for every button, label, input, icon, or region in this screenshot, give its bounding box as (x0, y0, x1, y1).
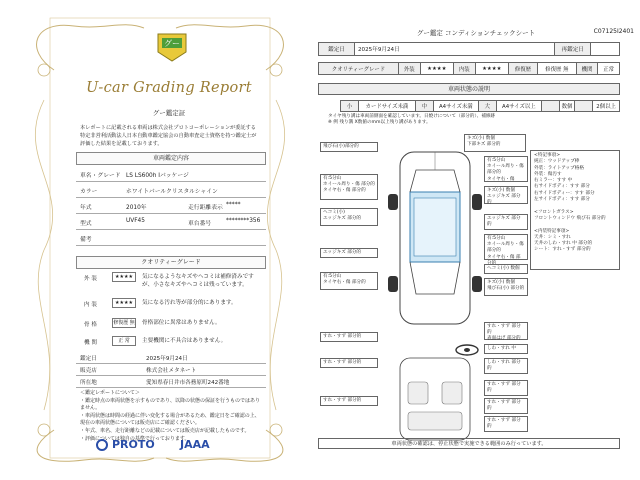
inspection-date-label: 鑑定日 (319, 43, 355, 56)
goo-kantei-seal-icon (156, 32, 188, 62)
option-line: <内装特記事項> (534, 228, 570, 234)
grade-cell: ★★★★ (420, 63, 453, 75)
scale-cell: カードサイズ未満 (359, 101, 416, 112)
note-line: ・鑑定時点の車両状態を示すものであり、以降の状態の保証を行うものではありません。 (80, 397, 261, 412)
row-value: ホワイトパールクリスタルシャイン (126, 189, 218, 195)
scale-cell: 小 (341, 101, 359, 112)
interior-note: すれ・すず 部分的 (484, 380, 528, 396)
damage-note: エッジキズ 部分的 (320, 248, 378, 258)
interior-note: しわ・すれ 中 (484, 344, 528, 354)
option-line: 天井のしわ・すれ 中 部分的 (534, 241, 593, 247)
damage-note: 飛び石(小)部分的 (320, 142, 378, 152)
option-line: 左サイドボディ：すす 部分 (534, 197, 590, 203)
report-title: U-car Grading Report (86, 80, 252, 96)
interior-note: すれ・すず 部分的 (320, 396, 378, 406)
grading-certificate (14, 10, 300, 472)
row-label: 所在地 (80, 380, 97, 386)
row-label: 年式 (80, 205, 92, 211)
interior-note: すれ・すず 部分的 (320, 358, 378, 368)
damage-note: 有:5分山 ホイール周り・傷 部分的 タイヤ右・傷 部 (484, 234, 528, 260)
option-line: 外装：傷汚す (534, 171, 562, 177)
car-interior-diagram (380, 354, 490, 444)
grade-cell: 正常 (598, 63, 620, 75)
reinspection-date-label: 再鑑定日 (555, 43, 591, 56)
legend-line: タイヤ残り溝は車両前側面を確認しています。日焼けについて（部分的）、補修跡 (328, 114, 496, 119)
sheet-code: C07125I2401 (593, 28, 634, 35)
interior-note: すれ・すず 部分的 (484, 416, 528, 432)
grade-desc: 気になるようなキズやヘコミは補修済みですが、小さなキズやヘコミは残っています。 (142, 274, 254, 288)
option-line: 右サイドボディ：すす 部分 (534, 184, 590, 190)
interior-note: すれ・すず 部分的 (484, 398, 528, 414)
scale-cell (575, 101, 593, 112)
grade-cell: 内装 (453, 63, 475, 75)
color-row (76, 182, 266, 198)
scale-cell: A4サイズ以上 (496, 101, 541, 112)
row-label: 車台番号 (188, 221, 212, 227)
damage-note: 有:5分山 ホイール周り・傷 部分的 タイヤ右・傷 部分的 (320, 174, 378, 200)
option-line: フロントウィンドウ 飛び石 部分的 (534, 215, 606, 221)
date-table (318, 42, 620, 56)
damage-note: キズ(小) 数個 エッジキズ 部分的 (484, 186, 528, 204)
grade-desc: 主要機関に不具合はありません。 (142, 338, 227, 344)
scale-cell: A4サイズ未満 (433, 101, 478, 112)
proto-logo-text: PROTO (112, 438, 155, 451)
grade-label: 外 装 (84, 276, 97, 282)
grade-stars: 正 常 (112, 336, 136, 346)
grade-cell: 外装 (398, 63, 420, 75)
row-label: 販売店 (80, 368, 97, 374)
inspection-date-row (76, 352, 266, 364)
interior-note: しわ・すれ 部分的 (484, 358, 528, 374)
grade-cell: クオリティーグレード (319, 63, 399, 75)
interior-note: すれ・すず 部分的 表面はげ 部分的 (484, 322, 528, 340)
option-line: 純正：ウッドアップ棒 (534, 159, 580, 165)
svg-text:グー: グー (164, 39, 180, 48)
damage-note: 有:5分山 タイヤ右・傷 部分的 (320, 272, 378, 290)
grade-stars: ★★★★ (112, 298, 136, 308)
row-value: 2025年9月24日 (146, 356, 188, 362)
sheet-legend (328, 114, 628, 126)
sheet-title: グー鑑定 コンディションチェックシート (416, 29, 536, 37)
option-line: シート：すれ・すず 部分的 (534, 247, 591, 253)
damage-note: キズ(小) 数個 下部キズ 部分的 (464, 134, 526, 152)
address-row (76, 376, 266, 388)
year-row (76, 198, 266, 214)
grade-label: 骨 格 (84, 322, 97, 328)
report-subtitle: グー鑑定証 (152, 109, 186, 117)
vehicle-name-row (76, 166, 266, 182)
option-line: 天井：シミ・すれ (534, 234, 571, 240)
option-line: 外装：ライトアップ格格 (534, 165, 584, 171)
damage-note: エッジキズ 部分的 (484, 214, 528, 230)
explain-heading: 車両状態の説明 (318, 83, 620, 95)
row-label: 備考 (80, 237, 92, 243)
row-label: 車名・グレード (80, 173, 121, 179)
legend-line: ※ 例 残り溝 X数値のmm以上残り溝があります。 (328, 120, 431, 125)
scale-cell: 大 (478, 101, 496, 112)
notes-title: ＜鑑定レポートについて＞ (80, 390, 140, 396)
damage-note: ヘコミ(小) エッジキズ 部分的 (320, 208, 378, 226)
row-value: ********356 (226, 218, 261, 224)
grade-desc: 骨格部位に異常はありません。 (142, 320, 221, 326)
scale-cell: 2個以上 (593, 101, 620, 112)
car-top-diagram (380, 144, 490, 332)
interior-note: すれ・すず 部分的 (320, 332, 378, 342)
grade-desc: 気になる汚れ等が部分的にあります。 (142, 300, 237, 306)
grade-cell: 修復歴 (508, 63, 537, 75)
row-label: 型式 (80, 221, 92, 227)
scale-cell (541, 101, 559, 112)
scale-cell: 中 (415, 101, 433, 112)
special-notes-box (530, 150, 620, 270)
grade-cell: ★★★★ (475, 63, 508, 75)
scale-cell: 数個 (559, 101, 574, 112)
option-line: <フロントガラス> (534, 209, 574, 215)
row-value: 株式会社メタネート (146, 368, 197, 374)
remarks-row (76, 230, 266, 246)
grade-summary-table (318, 62, 620, 75)
grade-label: 機 関 (84, 340, 97, 346)
note-line: ・年式、車名、走行距離などの記載については販売店が記載したものです。 (80, 427, 250, 434)
grade-cell: 機関 (576, 63, 598, 75)
report-notes (80, 390, 260, 443)
note-line: ・評価については独自の基準で行っております。 (80, 435, 190, 442)
damage-note: 有:5分山 ホイール周り・傷 部分的 タイヤ右・傷 (484, 156, 528, 182)
sheet-footer-note: 車両状態の確認は、停止状態で実施できる範囲のみ行っています。 (318, 438, 620, 449)
note-line: ・車両状態は時間の経過に伴い変化する場合があるため、鑑定日をご確認の上、現在の車両状態については販売店にご確認ください。 (80, 412, 260, 427)
option-line: <特記事項> (534, 153, 561, 158)
model-row (76, 214, 266, 230)
row-value: 2010年 (126, 205, 147, 211)
quality-grade-heading: クオリティーグレード (76, 256, 266, 269)
footer-logos (112, 438, 242, 454)
row-label: 鑑定日 (80, 356, 97, 362)
option-line: 右サイドボディー：すす 部分 (534, 190, 595, 196)
grade-stars: 修復歴 無 (113, 320, 135, 326)
option-line: 右ミラー：すす 中 (534, 178, 573, 184)
damage-note: キズ(小) 数個 飛び石(小) 部分的 (484, 278, 528, 296)
damage-note: へコミ(小) 数個 (484, 264, 528, 274)
reinspection-date-value (591, 43, 620, 56)
proto-logo-icon (96, 439, 110, 451)
condition-check-sheet (318, 28, 634, 476)
report-description: 本レポートに記載される車両は株式会社プロトコーポレーションが委託する特定非営利活動法人日本自動車鑑定協会の自動車査定士資格を持つ鑑定士が評価した結果を記載しております。 (80, 125, 257, 147)
row-label: カラー (80, 189, 98, 195)
row-value: LS LS600h Iパッケージ (126, 173, 189, 179)
inspection-date-value: 2025年9月24日 (355, 43, 555, 56)
dealer-row (76, 364, 266, 376)
damage-scale-table (340, 100, 620, 112)
row-label: 走行距離表示 (188, 205, 223, 211)
grade-stars: ★★★★ (112, 272, 136, 282)
jaaa-logo-text: JAAA (180, 438, 210, 451)
row-value: ***** (226, 202, 241, 208)
row-value: UVF45 (126, 218, 145, 224)
row-value: 愛知県春日井市各務原町242番地 (146, 380, 230, 386)
grade-label: 内 装 (84, 302, 97, 308)
vehicle-section-heading: 車両鑑定内容 (76, 152, 266, 165)
grade-cell: 修復歴 無 (537, 63, 576, 75)
